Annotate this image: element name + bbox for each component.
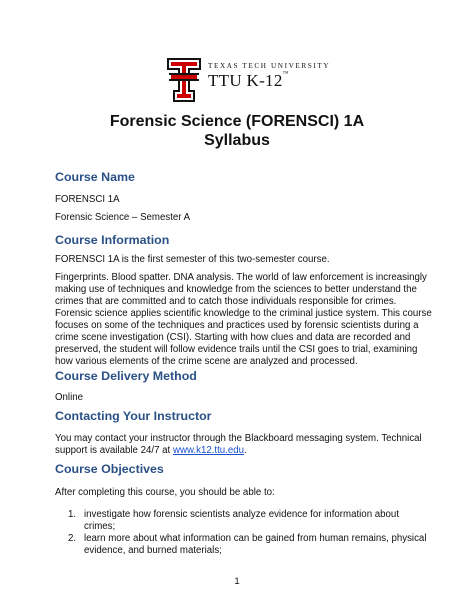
description-line: crimes that are committed and to catch those individuals responsible for crimes. — [55, 296, 397, 307]
contact-line: support is available 24/7 at www.k12.ttu.edu. — [55, 445, 247, 456]
list-item: evidence, and burned materials; — [84, 545, 222, 556]
description-line: how various elements of the crime scene are analyzed and processed. — [55, 356, 358, 367]
course-info-intro: FORENSCI 1A is the first semester of this two-semester course. — [55, 254, 330, 265]
description-line: focuses on some of the techniques and practices used by forensic scientists during a — [55, 320, 419, 331]
description-line: Fingerprints. Blood spatter. DNA analysis. The world of law enforcement is increasingly — [55, 272, 427, 283]
document-title: Forensic Science (FORENSCI) 1A — [109, 113, 365, 130]
course-code: FORENSCI 1A — [55, 194, 120, 205]
heading-course-information: Course Information — [55, 233, 170, 247]
heading-contacting-instructor: Contacting Your Instructor — [55, 409, 212, 423]
list-item: learn more about what information can be gained from human remains, physical — [84, 533, 427, 544]
heading-course-objectives: Course Objectives — [55, 462, 164, 476]
description-line: preserved, the student will follow evidence trails until the CSI goes to trial, examining — [55, 344, 418, 355]
double-t-logo-icon — [166, 56, 202, 104]
course-title: Forensic Science – Semester A — [55, 212, 191, 223]
list-item-number: 1. — [68, 509, 77, 520]
list-item-number: 2. — [68, 533, 77, 544]
trademark-symbol: ™ — [282, 71, 289, 77]
delivery-method: Online — [55, 392, 84, 403]
heading-course-delivery: Course Delivery Method — [55, 369, 197, 383]
description-line: making use of techniques and knowledge from the sciences to better understand the — [55, 284, 417, 295]
list-item: investigate how forensic scientists analyze evidence for information about — [84, 509, 400, 520]
heading-course-name: Course Name — [55, 170, 135, 184]
support-link[interactable]: www.k12.ttu.edu — [172, 445, 245, 456]
contact-line: You may contact your instructor through the Blackboard messaging system. Technical — [55, 433, 422, 444]
list-item: crimes; — [84, 521, 116, 532]
logo-university-text: TEXAS TECH UNIVERSITY — [208, 62, 331, 70]
logo-program-text: TTU K-12™ — [208, 71, 289, 90]
ttu-k12-logo — [166, 56, 336, 104]
page-number: 1 — [234, 576, 240, 587]
description-line: Forensic science applies scientific knowledge to the criminal justice system. This course — [55, 308, 432, 319]
objectives-intro: After completing this course, you should be able to: — [55, 487, 275, 498]
document-subtitle: Syllabus — [204, 132, 270, 149]
description-line: crime scene investigation (CSI). Starting with how clues and data are recorded and — [55, 332, 411, 343]
